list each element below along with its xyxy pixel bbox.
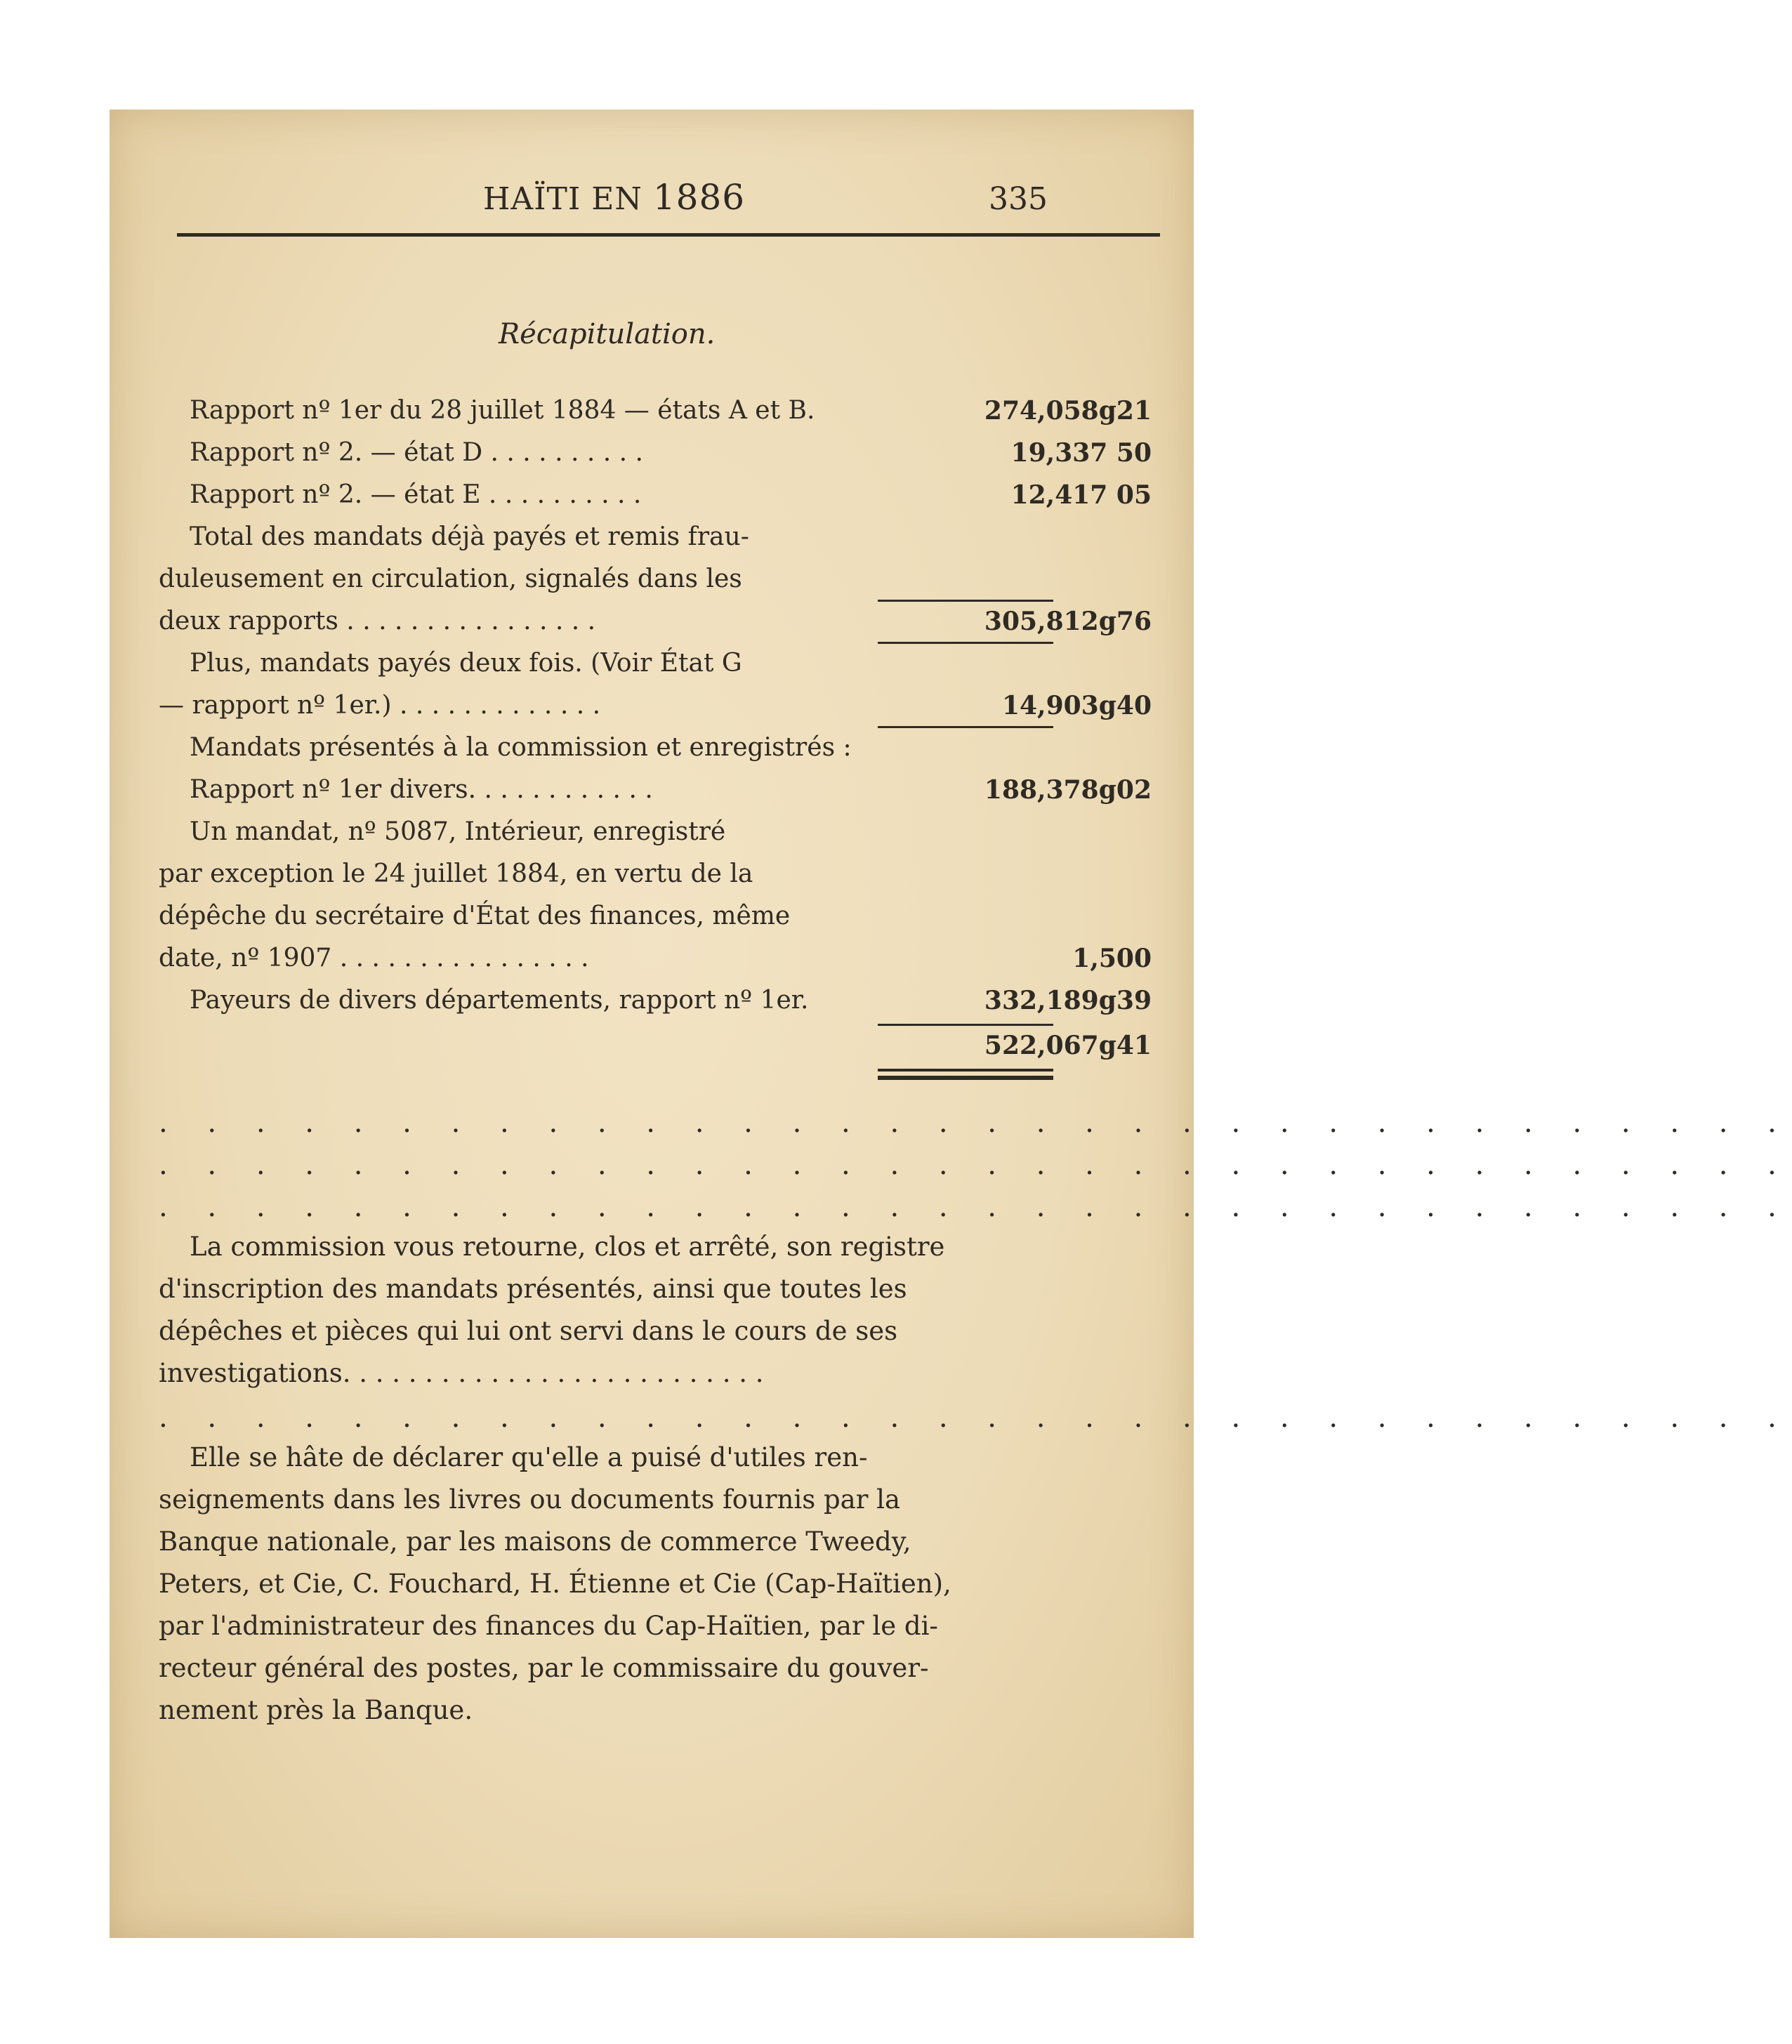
recap-line xyxy=(159,643,1152,685)
paragraph-line xyxy=(159,1605,1152,1647)
recap-line xyxy=(159,390,1152,433)
paragraph-text: d'inscription des mandats présentés, ainsi que toutes les xyxy=(159,1274,907,1304)
header-rule xyxy=(177,233,1160,237)
dot-separator: . . . . . . . . . . . . . . . . . . . . . . . . . . . . . . . . . . xyxy=(159,1402,1792,1434)
double-rule-bottom xyxy=(878,1076,1053,1080)
recap-amount: 19,337 50 xyxy=(1010,438,1152,468)
paragraph-line xyxy=(159,1310,1152,1352)
recap-line xyxy=(159,601,1152,643)
recap-line xyxy=(159,770,1152,812)
recap-label: deux rapports . . . . . . . . . . . . . . . . xyxy=(159,607,596,635)
paragraph-text: seignements dans les livres ou documents fournis par la xyxy=(159,1484,901,1515)
recap-label: Total des mandats déjà payés et remis frau- xyxy=(190,522,749,551)
recap-label: — rapport nº 1er.) . . . . . . . . . . . . . xyxy=(159,691,601,720)
paragraph-text: nement près la Banque. xyxy=(159,1695,473,1725)
recap-line xyxy=(159,980,1152,1022)
paragraph-text: investigations. . . . . . . . . . . . . . . . . . . . . . . . . . xyxy=(159,1358,764,1388)
recap-label: date, nº 1907 . . . . . . . . . . . . . . . . xyxy=(159,944,589,972)
double-rule-top xyxy=(878,1069,1053,1072)
recap-amount: 305,812g76 xyxy=(984,607,1152,636)
recap-line xyxy=(159,854,1152,896)
recap-amount: 188,378g02 xyxy=(984,775,1152,805)
running-header xyxy=(483,177,746,218)
recap-label: Rapport nº 2. — état E . . . . . . . . . . xyxy=(190,480,642,509)
recap-label: Plus, mandats payés deux fois. (Voir État G xyxy=(190,649,742,678)
recap-amount: 1,500 xyxy=(1072,944,1152,973)
paragraph-text: Peters, et Cie, C. Fouchard, H. Étienne et Cie (Cap-Haïtien), xyxy=(159,1569,951,1599)
recap-line xyxy=(159,727,1152,770)
recap-line xyxy=(159,475,1152,517)
recap-line xyxy=(159,938,1152,980)
paragraph-line xyxy=(159,1563,1152,1605)
dot-separator: . . . . . . . . . . . . . . . . . . . . . . . . . . . . . . . . . . xyxy=(159,1107,1792,1139)
paragraph-line xyxy=(159,1647,1152,1689)
paragraph-text: Elle se hâte de déclarer qu'elle a puisé d'utiles ren- xyxy=(190,1442,868,1472)
paragraph-line xyxy=(159,1352,1152,1394)
recap-label: Un mandat, nº 5087, Intérieur, enregistré xyxy=(190,817,726,846)
paragraph-text: dépêches et pièces qui lui ont servi dans le cours de ses xyxy=(159,1316,898,1346)
recap-line xyxy=(159,517,1152,559)
recap-label: Rapport nº 1er du 28 juillet 1884 — états A et B. xyxy=(190,396,815,425)
paragraph-line xyxy=(159,1226,1152,1268)
header-title-prefix: HAÏTI EN xyxy=(483,181,653,217)
recap-label: duleusement en circulation, signalés dans les xyxy=(159,565,742,593)
header-year: 1886 xyxy=(652,177,746,218)
paragraph-text: par l'administrateur des finances du Cap-Haïtien, par le di- xyxy=(159,1611,938,1641)
recap-total-line xyxy=(159,1025,1152,1067)
recap-line xyxy=(159,559,1152,601)
recap-line xyxy=(159,685,1152,727)
recap-label: Rapport nº 2. — état D . . . . . . . . . . xyxy=(190,438,643,467)
recap-amount: 274,058g21 xyxy=(984,396,1152,426)
recap-label: dépêche du secrétaire d'État des finances, même xyxy=(159,902,791,930)
recap-amount: 14,903g40 xyxy=(1001,691,1152,720)
paragraph-line xyxy=(159,1479,1152,1521)
paragraph-line xyxy=(159,1437,1152,1479)
recap-line xyxy=(159,896,1152,938)
recap-label: par exception le 24 juillet 1884, en vertu de la xyxy=(159,859,753,888)
paragraph-line xyxy=(159,1268,1152,1310)
page-number: 335 xyxy=(989,181,1048,217)
paragraph-line xyxy=(159,1521,1152,1563)
recap-amount: 12,417 05 xyxy=(1010,480,1152,510)
book-page xyxy=(110,110,1792,1938)
recap-amount: 332,189g39 xyxy=(984,986,1152,1015)
recap-label: Payeurs de divers départements, rapport nº 1er. xyxy=(190,986,809,1015)
recap-label: Rapport nº 1er divers. . . . . . . . . . . . xyxy=(190,775,653,804)
paragraph-text: La commission vous retourne, clos et arrêté, son registre xyxy=(190,1232,945,1262)
paragraph-line xyxy=(159,1689,1152,1732)
dot-separator: . . . . . . . . . . . . . . . . . . . . . . . . . . . . . . . . . . xyxy=(159,1191,1792,1223)
grand-total-amount: 522,067g41 xyxy=(984,1031,1152,1060)
paragraph-text: recteur général des postes, par le commissaire du gouver- xyxy=(159,1653,929,1683)
section-title: Récapitulation. xyxy=(499,318,716,350)
dot-separator: . . . . . . . . . . . . . . . . . . . . . . . . . . . . . . . . . . xyxy=(159,1149,1792,1181)
recap-line xyxy=(159,812,1152,854)
recap-label: Mandats présentés à la commission et enregistrés : xyxy=(190,733,852,762)
paragraph-text: Banque nationale, par les maisons de commerce Tweedy, xyxy=(159,1527,911,1557)
recap-line xyxy=(159,433,1152,475)
